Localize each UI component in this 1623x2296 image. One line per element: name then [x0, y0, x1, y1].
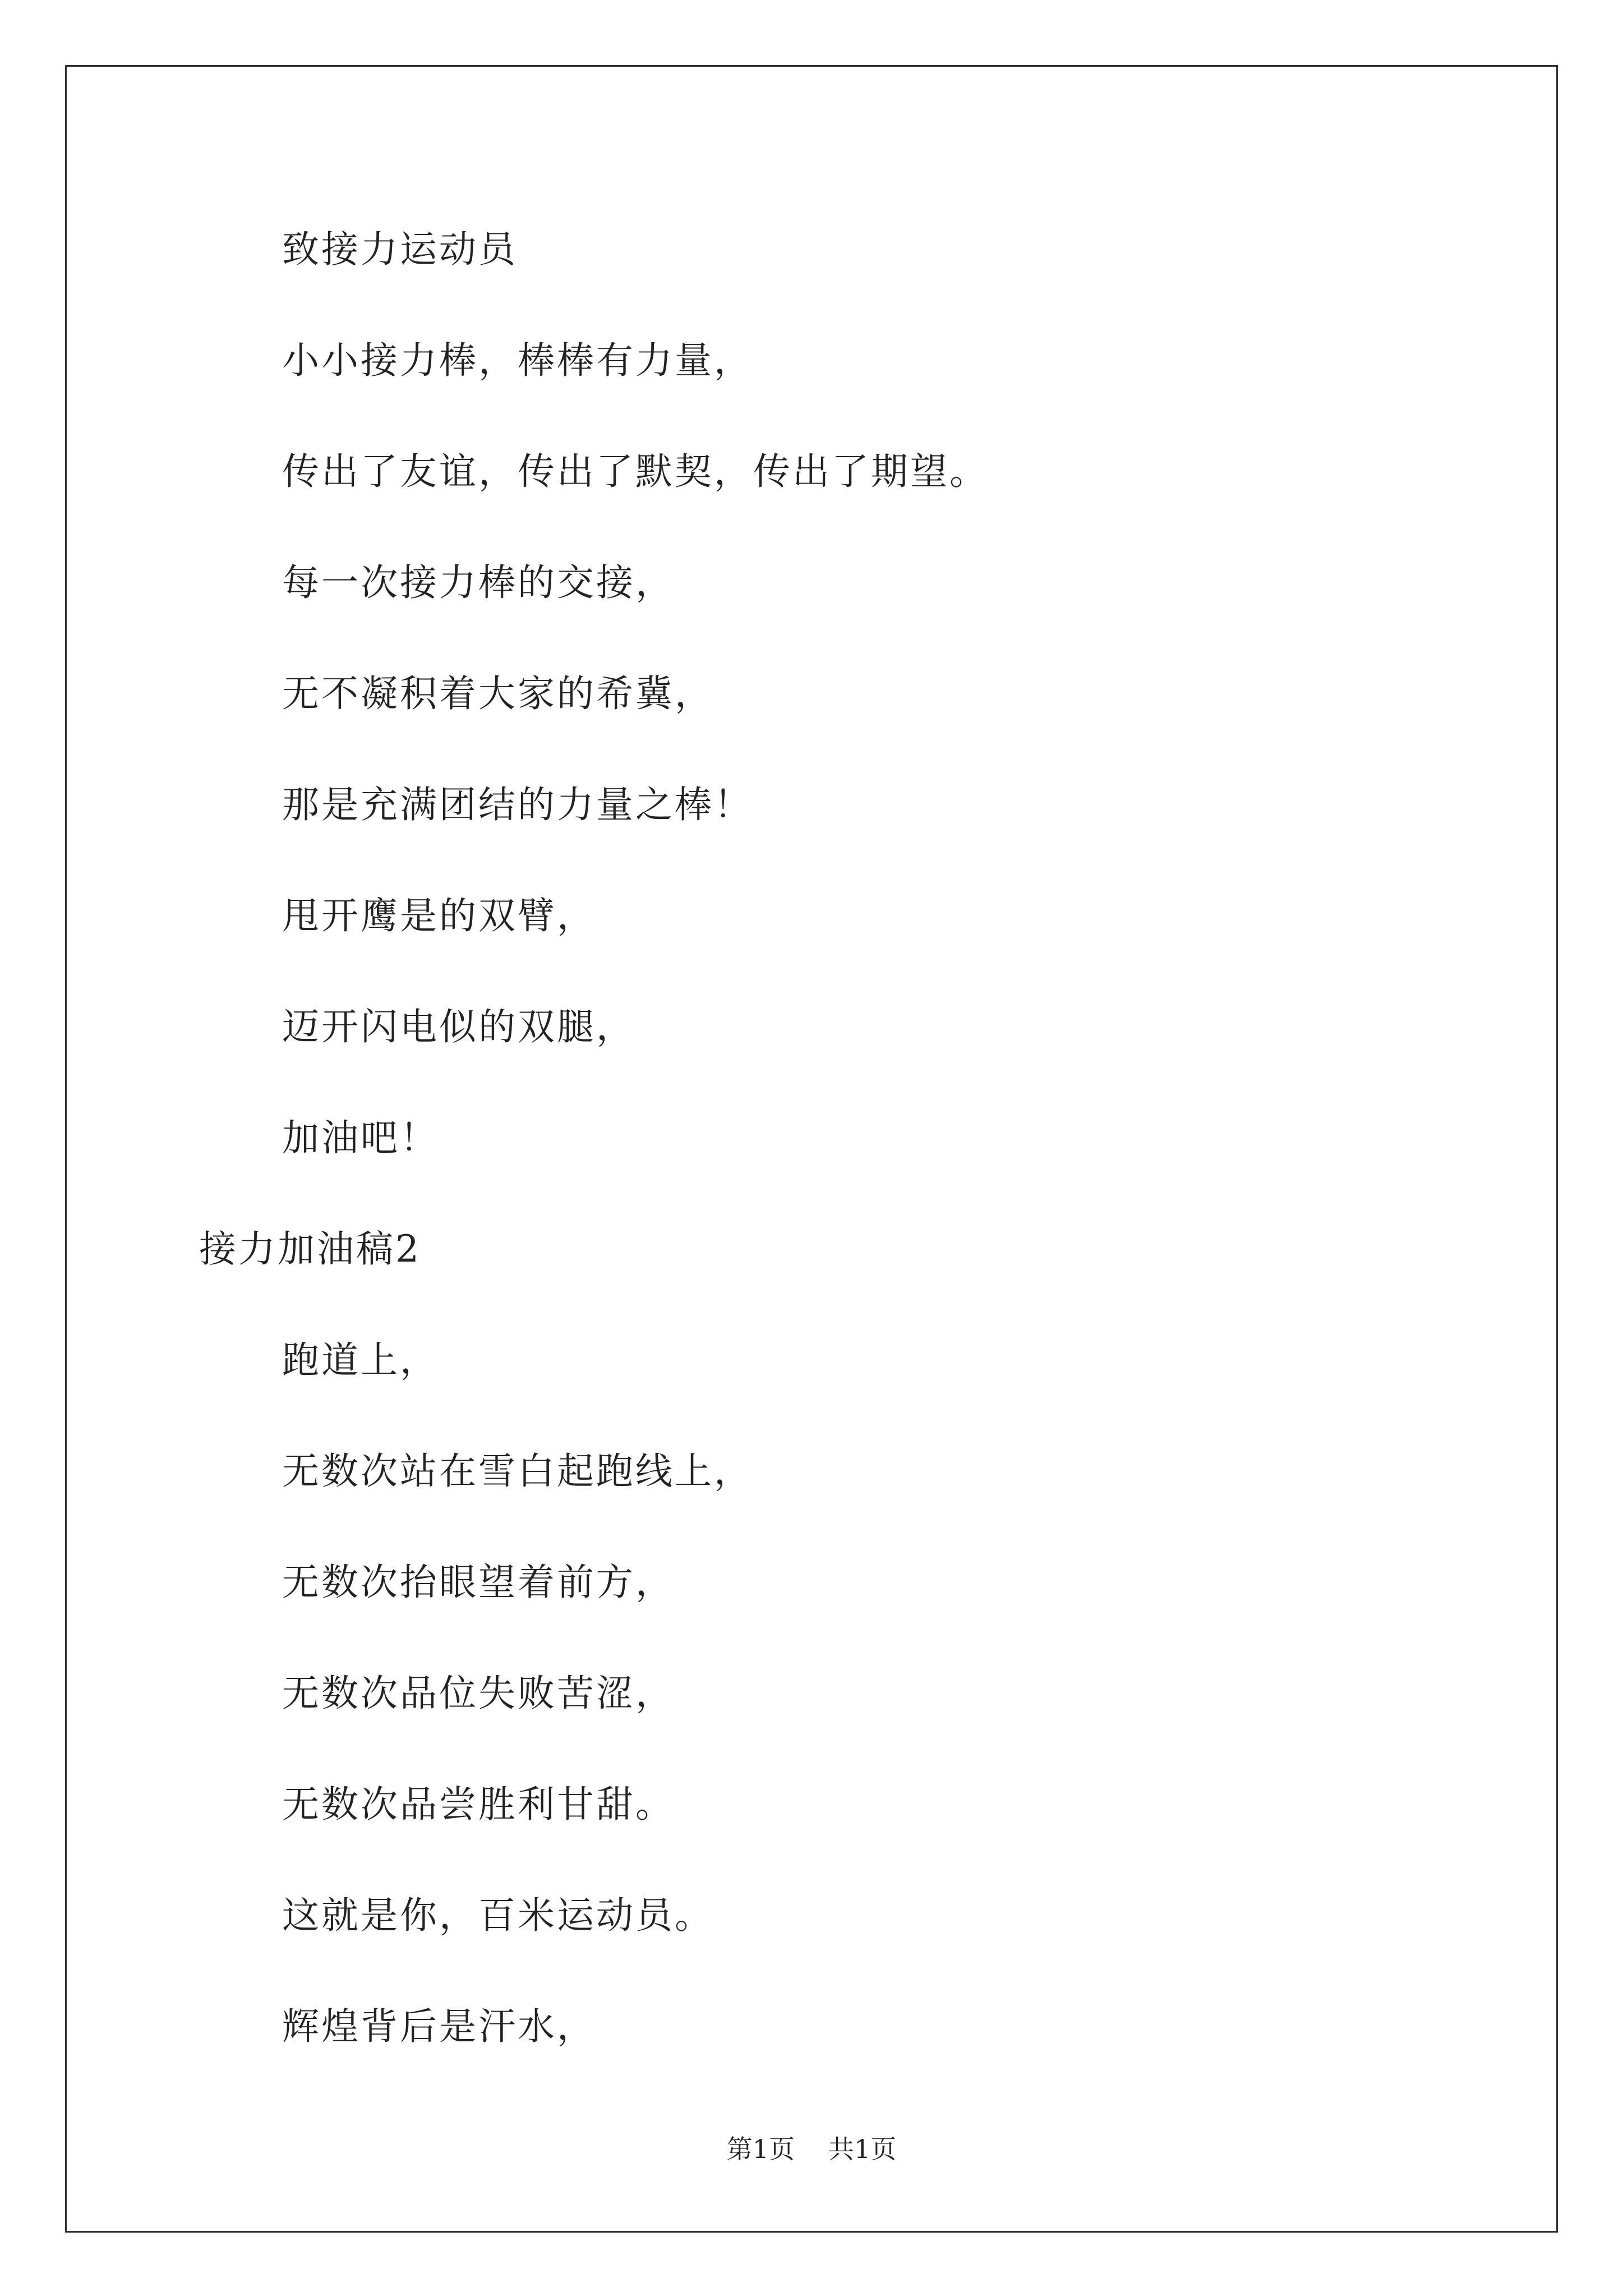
text-line: 无数次抬眼望着前方，	[282, 1561, 675, 1604]
text-line: 加油吧！	[282, 1116, 439, 1159]
text-line: 甩开鹰是的双臂，	[282, 894, 596, 937]
text-line: 跑道上，	[282, 1338, 439, 1382]
text-line: 迈开闪电似的双腿，	[282, 1005, 635, 1048]
text-line: 小小接力棒，棒棒有力量，	[282, 339, 753, 382]
page-footer	[67, 2132, 1556, 2166]
text-line: 无数次品尝胜利甘甜。	[282, 1783, 675, 1826]
text-line: 无数次站在雪白起跑线上，	[282, 1450, 753, 1493]
text-line: 传出了友谊，传出了默契，传出了期望。	[282, 450, 989, 493]
text-line: 这就是你，百米运动员。	[282, 1894, 714, 1937]
page-number-total: 共1页	[828, 2134, 897, 2164]
text-line: 无数次品位失败苦涩，	[282, 1672, 675, 1715]
page-number-current: 第1页	[726, 2134, 795, 2164]
text-line: 无不凝积着大家的希冀，	[282, 672, 714, 715]
text-line: 致接力运动员	[282, 228, 518, 271]
page-frame	[65, 65, 1558, 2233]
text-line: 辉煌背后是汗水，	[282, 2005, 596, 2048]
text-line: 那是充满团结的力量之棒！	[282, 783, 753, 826]
section-heading: 接力加油稿2	[199, 1227, 421, 1271]
text-line: 每一次接力棒的交接，	[282, 561, 675, 604]
